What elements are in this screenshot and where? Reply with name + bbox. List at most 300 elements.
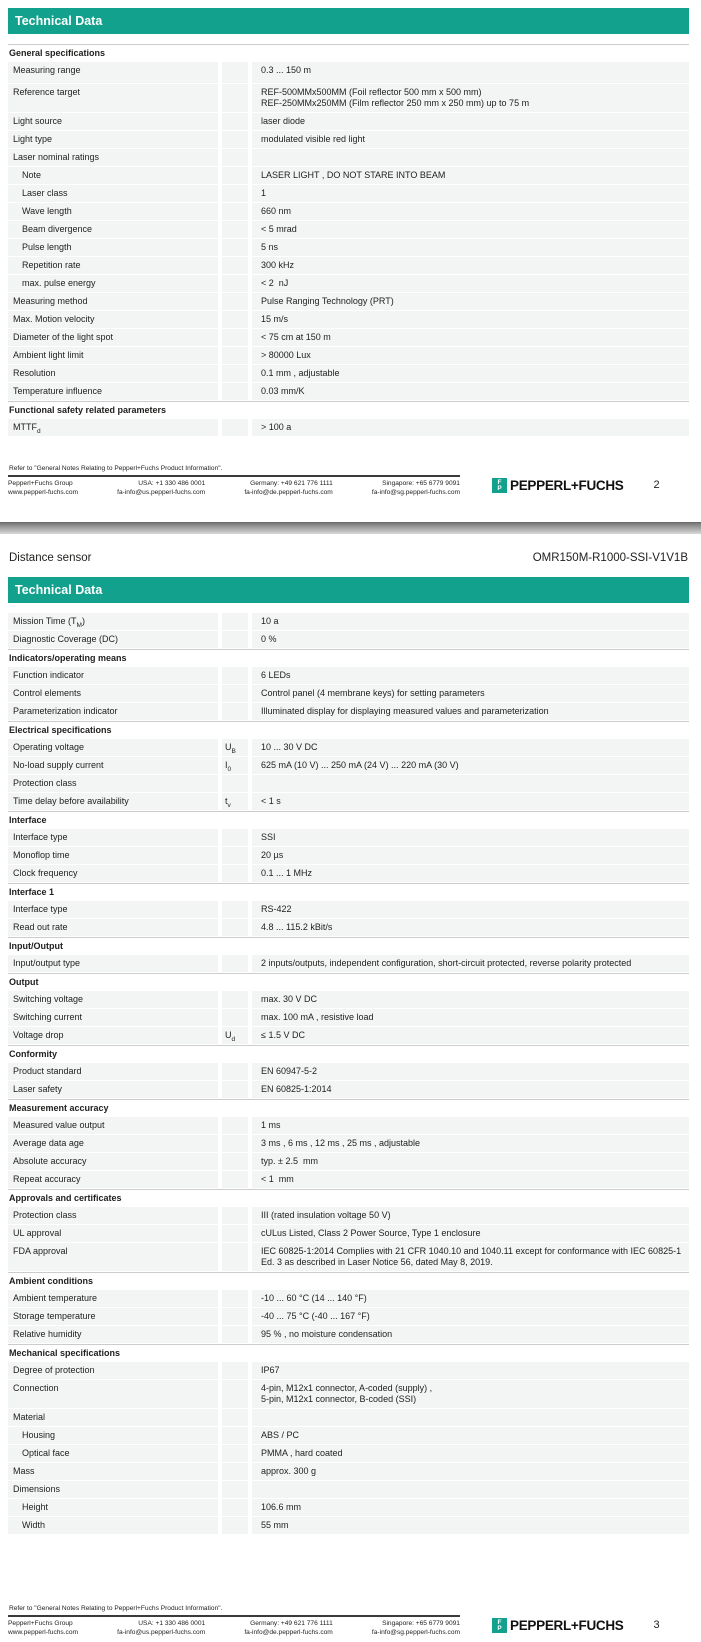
spec-section-title: Electrical specifications	[9, 725, 112, 735]
spec-row	[8, 631, 689, 648]
spec-value-cell	[252, 901, 689, 918]
spec-row	[8, 203, 689, 220]
footer-contact-line2: fa-info@de.pepperl-fuchs.com	[244, 488, 333, 496]
spec-symbol-cell	[222, 1027, 248, 1044]
pepperl-fuchs-logo	[492, 1618, 624, 1633]
technical-data-title: Technical Data	[15, 583, 103, 597]
spec-value-cell	[252, 113, 689, 130]
spec-value-cell	[252, 149, 689, 166]
spec-symbol-cell	[222, 84, 248, 112]
spec-row	[8, 1243, 689, 1271]
logo-letter-f: F	[497, 479, 502, 486]
spec-row	[8, 1427, 689, 1444]
spec-label: Beam divergence	[22, 224, 93, 234]
spec-row	[8, 685, 689, 702]
spec-label-cell	[8, 419, 218, 436]
spec-label-cell	[8, 1290, 218, 1307]
spec-symbol-cell	[222, 149, 248, 166]
pepperl-fuchs-logo-icon	[492, 1618, 507, 1633]
spec-row	[8, 1009, 689, 1026]
spec-symbol-cell	[222, 1117, 248, 1134]
footer-contact-line2: fa-info@de.pepperl-fuchs.com	[244, 1628, 333, 1636]
spec-label-cell	[8, 847, 218, 864]
spec-label: Note	[22, 170, 42, 180]
spec-label: Light source	[13, 116, 63, 126]
spec-section-title: Output	[9, 977, 39, 987]
spec-value: RS-422	[261, 904, 292, 914]
page-footer	[8, 465, 689, 497]
spec-symbol-cell	[222, 955, 248, 972]
spec-label-cell	[8, 1171, 218, 1188]
spec-label: Measured value output	[13, 1120, 105, 1130]
spec-value-cell	[252, 365, 689, 382]
footer-note: Refer to "General Notes Relating to Pepperl+Fuchs Product Information".	[9, 1605, 223, 1612]
spec-value: PMMA , hard coated	[261, 1448, 343, 1458]
spec-label-cell	[8, 1481, 218, 1498]
spec-symbol-cell	[222, 239, 248, 256]
spec-label-cell	[8, 1380, 218, 1408]
spec-value-cell	[252, 1481, 689, 1498]
spec-label: Absolute accuracy	[13, 1156, 87, 1166]
spec-value-cell	[252, 1243, 689, 1271]
spec-value: -10 ... 60 °C (14 ... 140 °F)	[261, 1293, 367, 1303]
spec-label-cell	[8, 1225, 218, 1242]
spec-row	[8, 419, 689, 436]
spec-label: Width	[22, 1520, 46, 1530]
spec-value-cell	[252, 1135, 689, 1152]
spec-value-cell	[252, 793, 689, 810]
spec-label-cell	[8, 1499, 218, 1516]
spec-value-line: 5-pin, M12x1 connector, B-coded (SSI)	[261, 1394, 417, 1404]
spec-value: 3 ms , 6 ms , 12 ms , 25 ms , adjustable	[261, 1138, 421, 1148]
spec-section-header	[8, 649, 689, 666]
spec-label: FDA approval	[13, 1246, 68, 1256]
spec-symbol: I	[225, 760, 228, 770]
spec-row	[8, 1499, 689, 1516]
spec-row	[8, 311, 689, 328]
logo-letter-f: F	[497, 1619, 502, 1626]
spec-symbol-cell	[222, 221, 248, 238]
spec-value-cell	[252, 739, 689, 756]
spec-symbol-cell	[222, 1362, 248, 1379]
spec-row	[8, 955, 689, 972]
spec-symbol-cell	[222, 1225, 248, 1242]
spec-row	[8, 991, 689, 1008]
spec-symbol-cell	[222, 1153, 248, 1170]
spec-symbol-cell	[222, 901, 248, 918]
spec-symbol-cell	[222, 1135, 248, 1152]
spec-value-cell	[252, 1308, 689, 1325]
spec-value-cell	[252, 383, 689, 400]
footer-contact-line1: Pepperl+Fuchs Group	[8, 1620, 73, 1627]
spec-symbol-cell	[222, 703, 248, 720]
spec-label: Repetition rate	[22, 260, 81, 270]
spec-value: ABS / PC	[261, 1430, 300, 1440]
spec-value: 300 kHz	[261, 260, 295, 270]
spec-label-cell	[8, 62, 218, 83]
spec-value: < 1 mm	[261, 1174, 294, 1184]
spec-value-cell	[252, 991, 689, 1008]
spec-value-cell	[252, 1445, 689, 1462]
spec-label: MTTF	[13, 422, 37, 432]
logo-wordmark: PEPPERL+FUCHS	[510, 1618, 624, 1633]
spec-symbol-cell	[222, 1380, 248, 1408]
spec-value: SSI	[261, 832, 276, 842]
spec-label-cell	[8, 631, 218, 648]
spec-label: Measuring method	[13, 296, 88, 306]
spec-row	[8, 239, 689, 256]
spec-value: approx. 300 g	[261, 1466, 317, 1476]
spec-label: Laser class	[22, 188, 68, 198]
spec-row	[8, 667, 689, 684]
footer-contact-line1: Germany: +49 621 776 1111	[250, 1620, 333, 1627]
spec-row	[8, 1362, 689, 1379]
spec-value: 0.3 ... 150 m	[261, 65, 312, 75]
spec-row	[8, 1445, 689, 1462]
spec-symbol-cell	[222, 613, 248, 630]
spec-symbol: t	[225, 796, 228, 806]
footer-contact-line1: Singapore: +65 6779 9091	[382, 1620, 460, 1627]
spec-label-cell	[8, 991, 218, 1008]
spec-value-line: 4-pin, M12x1 connector, A-coded (supply) ,	[261, 1383, 433, 1393]
spec-label: Storage temperature	[13, 1311, 96, 1321]
spec-row	[8, 901, 689, 918]
spec-symbol-cell	[222, 991, 248, 1008]
spec-row	[8, 1463, 689, 1480]
footer-contact-column	[8, 480, 78, 497]
spec-value-line: REF-500MMx500MM (Foil reflector 500 mm x 500 mm)	[261, 87, 482, 97]
spec-value-cell	[252, 329, 689, 346]
spec-value-cell	[252, 1409, 689, 1426]
spec-symbol-cell	[222, 793, 248, 810]
spec-value: III (rated insulation voltage 50 V)	[261, 1210, 391, 1220]
spec-table-page-1	[8, 44, 689, 437]
spec-row	[8, 221, 689, 238]
spec-symbol-cell	[222, 1427, 248, 1444]
spec-symbol-cell	[222, 1081, 248, 1098]
spec-row	[8, 1225, 689, 1242]
page-separator	[0, 522, 701, 534]
spec-symbol-cell	[222, 1499, 248, 1516]
spec-label: Time delay before availability	[13, 796, 129, 806]
spec-value-cell	[252, 1207, 689, 1224]
footer-contact-column	[117, 1620, 205, 1637]
spec-row	[8, 84, 689, 112]
spec-row	[8, 739, 689, 756]
spec-label: Resolution	[13, 368, 56, 378]
spec-value: max. 100 mA , resistive load	[261, 1012, 374, 1022]
spec-label-cell	[8, 347, 218, 364]
spec-label-cell	[8, 1445, 218, 1462]
spec-label: Clock frequency	[13, 868, 78, 878]
spec-label: Dimensions	[13, 1484, 61, 1494]
spec-value-cell	[252, 221, 689, 238]
spec-symbol-cell	[222, 62, 248, 83]
spec-section-header	[8, 1045, 689, 1062]
spec-value-cell	[252, 185, 689, 202]
spec-label: Monoflop time	[13, 850, 70, 860]
spec-value: < 75 cm at 150 m	[261, 332, 331, 342]
spec-section-header	[8, 721, 689, 738]
spec-value-cell	[252, 1463, 689, 1480]
spec-symbol-cell	[222, 275, 248, 292]
product-model-number: OMR150M-R1000-SSI-V1V1B	[532, 552, 688, 564]
spec-label-cell	[8, 955, 218, 972]
spec-symbol-cell	[222, 847, 248, 864]
footer-contact-column	[117, 480, 205, 497]
spec-label-suffix: )	[81, 616, 85, 626]
spec-label-cell	[8, 1243, 218, 1271]
spec-value: 0.03 mm/K	[261, 386, 305, 396]
spec-value: 0 %	[261, 634, 277, 644]
spec-label: Max. Motion velocity	[13, 314, 95, 324]
spec-label-cell	[8, 1517, 218, 1534]
spec-value: 106.6 mm	[261, 1502, 302, 1512]
spec-value: 95 % , no moisture condensation	[261, 1329, 393, 1339]
spec-label: Degree of protection	[13, 1365, 95, 1375]
spec-section-header	[8, 401, 689, 418]
spec-symbol-cell	[222, 865, 248, 882]
spec-label-cell	[8, 84, 218, 112]
footer-contact-line2: fa-info@sg.pepperl-fuchs.com	[371, 1628, 460, 1636]
spec-label: Protection class	[13, 778, 77, 788]
spec-label-cell	[8, 185, 218, 202]
spec-value-cell	[252, 62, 689, 83]
spec-value-cell	[252, 955, 689, 972]
spec-value: 20 µs	[261, 850, 284, 860]
spec-label: Function indicator	[13, 670, 85, 680]
spec-value-cell	[252, 685, 689, 702]
spec-row	[8, 1207, 689, 1224]
spec-label-cell	[8, 257, 218, 274]
spec-value: EN 60825-1:2014	[261, 1084, 332, 1094]
spec-value: 1	[261, 188, 267, 198]
spec-label: Operating voltage	[13, 742, 85, 752]
spec-value-cell	[252, 347, 689, 364]
spec-value: < 2 nJ	[261, 278, 289, 288]
spec-section-header	[8, 973, 689, 990]
spec-label: Light type	[13, 134, 53, 144]
spec-value-cell	[252, 703, 689, 720]
spec-value-cell	[252, 239, 689, 256]
spec-label-cell	[8, 1463, 218, 1480]
spec-section-title: Mechanical specifications	[9, 1348, 121, 1358]
spec-row	[8, 613, 689, 630]
spec-value-cell	[252, 631, 689, 648]
spec-section-title: Conformity	[9, 1049, 57, 1059]
spec-value: > 100 a	[261, 422, 292, 432]
spec-symbol-cell	[222, 329, 248, 346]
spec-row	[8, 1481, 689, 1498]
spec-label: Average data age	[13, 1138, 84, 1148]
spec-value: < 5 mrad	[261, 224, 297, 234]
spec-row	[8, 1117, 689, 1134]
spec-row	[8, 167, 689, 184]
spec-symbol: U	[225, 1030, 232, 1040]
spec-value-cell	[252, 1427, 689, 1444]
spec-value-cell	[252, 84, 689, 112]
spec-section-title: Ambient conditions	[9, 1276, 93, 1286]
spec-label: UL approval	[13, 1228, 62, 1238]
spec-value: cULus Listed, Class 2 Power Source, Type 1 enclosure	[261, 1228, 481, 1238]
technical-data-header	[8, 577, 689, 603]
spec-symbol-cell	[222, 1063, 248, 1080]
spec-row	[8, 1153, 689, 1170]
spec-section-header	[8, 1272, 689, 1289]
spec-value-cell	[252, 1117, 689, 1134]
footer-contact-line2: fa-info@us.pepperl-fuchs.com	[117, 488, 206, 496]
spec-label: Laser safety	[13, 1084, 63, 1094]
spec-section-title: Input/Output	[9, 941, 63, 951]
spec-value-cell	[252, 613, 689, 630]
spec-symbol-cell	[222, 631, 248, 648]
spec-value: 1 ms	[261, 1120, 281, 1130]
spec-symbol-cell	[222, 113, 248, 130]
spec-value: Control panel (4 membrane keys) for setting parameters	[261, 688, 485, 698]
spec-label: max. pulse energy	[22, 278, 96, 288]
spec-symbol-cell	[222, 1409, 248, 1426]
spec-value-cell	[252, 919, 689, 936]
footer-note: Refer to "General Notes Relating to Pepperl+Fuchs Product Information".	[9, 465, 223, 472]
spec-section-header	[8, 1099, 689, 1116]
spec-label: Voltage drop	[13, 1030, 64, 1040]
spec-row	[8, 329, 689, 346]
footer-contact-columns	[8, 475, 460, 497]
datasheet-page-1	[0, 0, 701, 522]
spec-section-header	[8, 44, 689, 61]
spec-symbol-cell	[222, 1463, 248, 1480]
footer-contact-columns	[8, 1615, 460, 1637]
spec-row	[8, 829, 689, 846]
spec-label-cell	[8, 1308, 218, 1325]
spec-label-cell	[8, 1409, 218, 1426]
spec-value: LASER LIGHT , DO NOT STARE INTO BEAM	[261, 170, 446, 180]
spec-symbol-cell	[222, 1243, 248, 1271]
spec-label-cell	[8, 329, 218, 346]
spec-row	[8, 775, 689, 792]
spec-value-cell	[252, 1499, 689, 1516]
spec-label: Relative humidity	[13, 1329, 82, 1339]
spec-value-cell	[252, 667, 689, 684]
spec-label: Connection	[13, 1383, 59, 1393]
spec-symbol-cell	[222, 203, 248, 220]
spec-label-cell	[8, 757, 218, 774]
spec-value: 10 a	[261, 616, 279, 626]
spec-label: Input/output type	[13, 958, 81, 968]
spec-value: > 80000 Lux	[261, 350, 311, 360]
spec-label: Housing	[22, 1430, 56, 1440]
spec-value-cell	[252, 1380, 689, 1408]
spec-symbol-cell	[222, 257, 248, 274]
spec-label-cell	[8, 383, 218, 400]
spec-label-cell	[8, 1027, 218, 1044]
spec-value-cell	[252, 311, 689, 328]
spec-row	[8, 1027, 689, 1044]
spec-row	[8, 703, 689, 720]
spec-label-cell	[8, 1207, 218, 1224]
spec-label: Switching voltage	[13, 994, 84, 1004]
spec-value-line: REF-250MMx250MM (Film reflector 250 mm x 250 mm) up to 75 m	[261, 98, 530, 108]
spec-label: Optical face	[22, 1448, 70, 1458]
spec-value: 4.8 ... 115.2 kBit/s	[261, 922, 333, 932]
spec-value-cell	[252, 829, 689, 846]
spec-symbol-cell	[222, 1207, 248, 1224]
spec-label-cell	[8, 1326, 218, 1343]
spec-label: Temperature influence	[13, 386, 103, 396]
spec-section-title: General specifications	[9, 48, 106, 58]
logo-letter-p: P	[497, 484, 502, 492]
spec-label-subscript: M	[76, 621, 82, 629]
footer-contact-column	[372, 480, 460, 497]
spec-symbol-cell	[222, 685, 248, 702]
spec-value: max. 30 V DC	[261, 994, 318, 1004]
logo-letter-p: P	[497, 1624, 502, 1632]
spec-value: 5 ns	[261, 242, 279, 252]
spec-symbol-cell	[222, 1009, 248, 1026]
pepperl-fuchs-logo-icon	[492, 478, 507, 493]
footer-contact-column	[8, 1620, 78, 1637]
spec-value-cell	[252, 257, 689, 274]
product-type-title: Distance sensor	[9, 552, 92, 564]
spec-section-title: Interface 1	[9, 887, 55, 897]
spec-row	[8, 847, 689, 864]
spec-section-title: Measurement accuracy	[9, 1103, 109, 1113]
spec-label-cell	[8, 775, 218, 792]
spec-value-cell	[252, 1153, 689, 1170]
spec-value: IP67	[261, 1365, 280, 1375]
spec-section-header	[8, 937, 689, 954]
page-number: 3	[653, 1619, 660, 1631]
spec-label: Height	[22, 1502, 49, 1512]
spec-row	[8, 1063, 689, 1080]
spec-value-cell	[252, 1326, 689, 1343]
spec-label-cell	[8, 203, 218, 220]
spec-label-cell	[8, 149, 218, 166]
spec-label: No-load supply current	[13, 760, 104, 770]
spec-value-cell	[252, 1009, 689, 1026]
spec-value-cell	[252, 1362, 689, 1379]
spec-value: 0.1 mm , adjustable	[261, 368, 340, 378]
spec-symbol-subscript: v	[227, 801, 231, 809]
spec-symbol-cell	[222, 419, 248, 436]
spec-symbol-cell	[222, 383, 248, 400]
spec-label-cell	[8, 167, 218, 184]
footer-contact-line2: www.pepperl-fuchs.com	[8, 488, 78, 496]
spec-symbol-cell	[222, 775, 248, 792]
spec-label: Pulse length	[22, 242, 72, 252]
spec-value-cell	[252, 757, 689, 774]
spec-value-cell	[252, 1081, 689, 1098]
spec-row	[8, 113, 689, 130]
spec-symbol-cell	[222, 347, 248, 364]
footer-contact-line1: Singapore: +65 6779 9091	[382, 480, 460, 487]
spec-value: Illuminated display for displaying measured values and parameterization	[261, 706, 549, 716]
spec-label: Parameterization indicator	[13, 706, 118, 716]
spec-symbol-cell	[222, 311, 248, 328]
footer-contact-line2: fa-info@us.pepperl-fuchs.com	[117, 1628, 206, 1636]
spec-value: typ. ± 2.5 mm	[261, 1156, 318, 1166]
spec-label-subscript: d	[37, 427, 41, 435]
page-footer	[8, 1605, 689, 1637]
spec-label-cell	[8, 919, 218, 936]
spec-value: 6 LEDs	[261, 670, 291, 680]
spec-section-title: Indicators/operating means	[9, 653, 127, 663]
spec-row	[8, 131, 689, 148]
spec-label: Read out rate	[13, 922, 68, 932]
spec-row	[8, 347, 689, 364]
footer-contact-column	[372, 1620, 460, 1637]
logo-wordmark: PEPPERL+FUCHS	[510, 478, 624, 493]
